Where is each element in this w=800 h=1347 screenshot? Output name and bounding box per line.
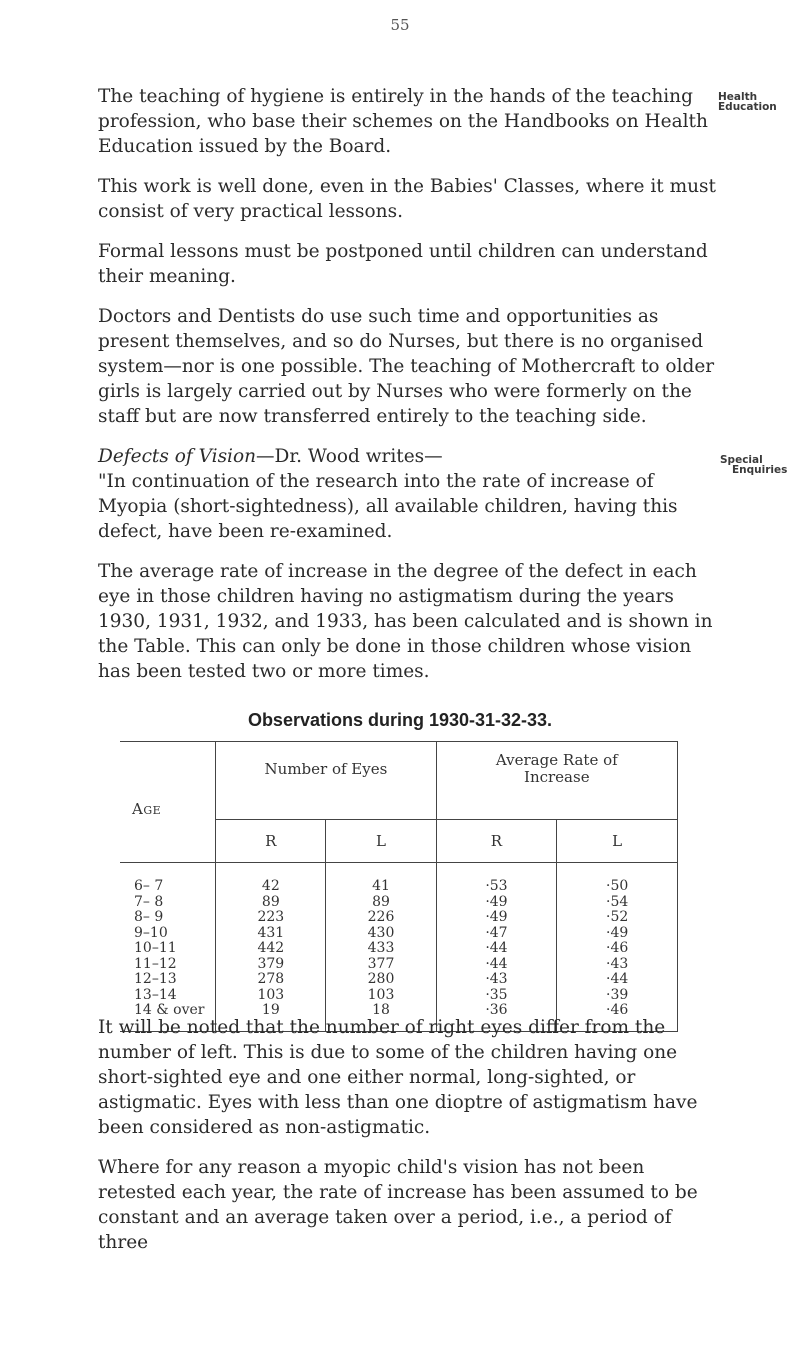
cell-num-l: 377 [326, 957, 436, 973]
cell-rate-l: ·39 [557, 988, 678, 1004]
paragraph: Doctors and Dentists do use such time and opportunities as present themselves, and so do Nurses, but there is no organised system—nor is one possible. The teaching of Mothercraft to older girls is largely carried out by Nurses who were formerly on the staff but are now transferred entirely to the teaching side. [98, 306, 715, 427]
table-title: Observations during 1930-31-32-33. [247, 710, 553, 730]
cell-num-r: 223 [216, 910, 326, 926]
cell-num-r: 431 [216, 926, 326, 942]
cell-rate-r: ·44 [436, 957, 557, 973]
header-r2: R [436, 820, 557, 863]
paragraph: Where for any reason a myopic child's vision has not been retested each year, the rate of increase has been assumed to be constant and an average taken over a period, i.e., a period of three [98, 1157, 698, 1253]
cell-age: 10–11 [134, 940, 177, 956]
cell-num-l: 280 [326, 972, 436, 988]
table-row [120, 941, 678, 957]
cell-rate-l: ·43 [557, 957, 678, 973]
header-number-of-eyes: Number of Eyes [216, 742, 436, 820]
cell-age: 9–10 [134, 924, 168, 941]
section-heading: Defects of Vision [98, 446, 257, 467]
cell-age: 6– 7 [134, 878, 164, 894]
cell-num-l: 18 [326, 1003, 436, 1019]
paragraph: It will be noted that the number of right eyes differ from the number of left. This is due to some of the children having one short-sighted eye and one either normal, long-sighted, or astigmatic. Eyes with less than one dioptre of astigmatism have been considered as non-astigmatic. [98, 1017, 698, 1138]
cell-num-l: 226 [326, 910, 436, 926]
body-text-top [98, 84, 718, 684]
margin-note-line: Enquiries [732, 464, 788, 476]
cell-rate-r: ·43 [436, 972, 557, 988]
heading-rest: —Dr. Wood writes— [256, 446, 443, 467]
paragraph: This work is well done, even in the Babies' Classes, where it must consist of very practical lessons. [98, 176, 716, 222]
paragraph-heading-line [98, 444, 718, 469]
table-row [120, 988, 678, 1004]
cell-rate-r: ·53 [436, 879, 557, 895]
cell-num-l: 433 [326, 941, 436, 957]
header-r: R [216, 820, 326, 863]
cell-rate-l: ·46 [557, 941, 678, 957]
paragraph: The teaching of hygiene is entirely in the hands of the teaching profession, who base their schemes on the Handbooks on Health Education issued by the Board. [98, 86, 708, 157]
cell-rate-l: ·50 [557, 879, 678, 895]
cell-rate-r: ·47 [436, 926, 557, 942]
cell-num-r: 42 [216, 879, 326, 895]
cell-num-r: 19 [216, 1003, 326, 1019]
cell-age: 12–13 [134, 971, 177, 987]
cell-num-r: 379 [216, 957, 326, 973]
observations-table [120, 741, 678, 1032]
cell-rate-r: ·36 [436, 1003, 557, 1019]
cell-age: 7– 8 [134, 893, 164, 910]
paragraph: Formal lessons must be postponed until children can understand their meaning. [98, 241, 708, 287]
cell-num-l: 89 [326, 895, 436, 911]
cell-rate-r: ·49 [436, 910, 557, 926]
cell-age: 8– 9 [134, 909, 164, 925]
cell-rate-l: ·52 [557, 910, 678, 926]
table-row [120, 926, 678, 942]
header-age: Age [120, 742, 216, 863]
cell-num-l: 41 [326, 879, 436, 895]
cell-rate-l: ·44 [557, 972, 678, 988]
cell-age: 13–14 [134, 986, 177, 1003]
cell-num-r: 278 [216, 972, 326, 988]
cell-rate-r: ·44 [436, 941, 557, 957]
margin-note-line: Health [718, 91, 758, 103]
header-l2: L [557, 820, 678, 863]
cell-num-l: 103 [326, 988, 436, 1004]
header-average-rate: Average Rate of Increase [436, 742, 677, 820]
cell-num-l: 430 [326, 926, 436, 942]
body-text-bottom [98, 1015, 718, 1255]
page-number: 55 [390, 16, 410, 34]
margin-note-special-enquiries [720, 455, 787, 475]
margin-note-health-education [718, 92, 777, 112]
paragraph: "In continuation of the research into the rate of increase of Myopia (short-sightedness), all available children, having this defect, have been re-examined. [98, 471, 678, 542]
cell-rate-r: ·35 [436, 988, 557, 1004]
cell-rate-l: ·46 [557, 1003, 678, 1019]
header-l: L [326, 820, 436, 863]
table-row [120, 957, 678, 973]
table-row [120, 972, 678, 988]
observations-table-wrap [120, 741, 678, 1032]
cell-age: 11–12 [134, 955, 177, 972]
margin-note-line: Special [720, 454, 763, 466]
cell-num-r: 89 [216, 895, 326, 911]
cell-num-r: 103 [216, 988, 326, 1004]
table-row [120, 910, 678, 926]
table-row [120, 895, 678, 911]
table-row [120, 879, 678, 895]
cell-rate-l: ·49 [557, 926, 678, 942]
paragraph: The average rate of increase in the degree of the defect in each eye in those children having no astigmatism during the years 1930, 1931, 1932, and 1933, has been calculated and is shown in the Table. This can only be done in those children whose vision has been tested two or more times. [98, 561, 713, 682]
margin-note-line: Education [718, 101, 777, 113]
cell-age: 14 & over [134, 1002, 205, 1018]
cell-rate-r: ·49 [436, 895, 557, 911]
spacer-row [120, 863, 678, 880]
cell-num-r: 442 [216, 941, 326, 957]
cell-rate-l: ·54 [557, 895, 678, 911]
